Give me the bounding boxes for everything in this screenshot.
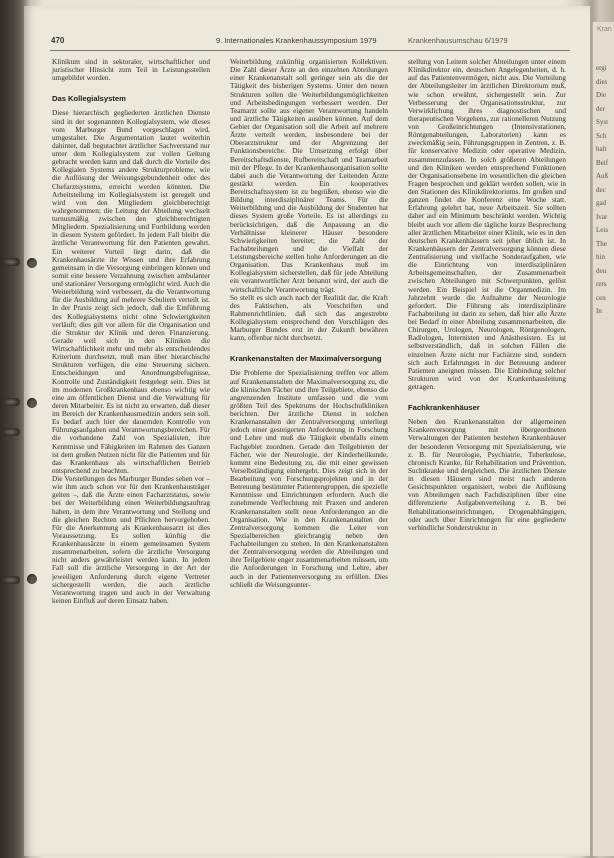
section-gap <box>52 82 210 94</box>
adjacent-page-line: dec <box>596 185 606 194</box>
adjacent-page-line: Sch <box>596 131 607 140</box>
section-heading: Das Kollegialsystem <box>52 94 126 104</box>
adjacent-page-line: hin <box>596 253 605 261</box>
adjacent-page-line: Beif <box>596 158 609 167</box>
binder-ring <box>2 576 20 584</box>
adjacent-page-line: The <box>596 239 607 248</box>
section-gap <box>230 342 388 354</box>
running-header <box>24 36 590 48</box>
adjacent-page-line: Syst <box>596 118 609 126</box>
text-column-right <box>408 58 566 532</box>
page-number: 470 <box>51 36 65 45</box>
binder-ring <box>2 428 20 436</box>
paragraph: Die Probleme der Spezialisierung treffen vor allem auf Krankenanstalten der Maximalversorgung zu, die die klinischen Fächer und ihre Teilgebiete, ebenso die angrenzenden Institute umfassen und die vom größten Teil des Spektrums der Hochschulkliniken berichten. Der ärztliche Dienst in solchen Krankenanstalten der Zentralversorgung unterliegt jedoch einer gesteigerten Anforderung in Forschung und Lehre und muß die Tätigkeit ebenfalls einem Fachgebiet zuordnen. Gerade den Teilgebieten der Fächer, wie der Neurologie, der Kinderheilkunde, kommt eine Bedeutung zu, die mit einer gewissen Verselbständigung einhergeht. Dies zeigt sich in der Bearbeitung von Forschungsprojekten und in der Betreuung bestimmter Patientengruppen, die spezielle Kenntnisse und Einrichtungen erfordern. Auch die zunehmende Verflechtung mit Praxen und anderen Krankenanstalten stellt neue Anforderungen an die Organisation. Wie in den Krankenanstalten der Zentralversorgung kommen die Leiter von Spezialbereichen gleichrangig neben den Fachabteilungen zu stehen. In den Krankenanstalten der Zentralversorgung werden die Abteilungen und ihre Teilgebiete enger zusammenarbeiten müssen, um die Anforderungen in Forschung und Lehre, aber auch in der Patientenversorgung zu erfüllen. Dies schließt die Weisungsunter- <box>230 368 388 589</box>
paragraph: Diese hierarchisch gegliederten ärztlichen Dienste sind in der sogenannten Kollegialsystem, wie dieses vom Marburger Bund vorgeschlagen wird, umgestaltet. Die Argumentation lautet weiterhin dahinter, daß begutachtet ärztlicher Sachverstand nur unter dem Kollegialsystem zur vollen Geltung gebracht werden kann und daß durch die Vorteile des Kollegialen Systems andere Strukturprobleme, wie die Auflösung der Weisungsgebundenheit oder des Chefarztsystems, erreicht werden könnten. Die Arbeitsteilung im Kollegialsystem ist geregelt und wird von den Mitgliedern gleichberechtigt wahrgenommen; die Leitung der Abteilung wechselt turnusmäßig zwischen den gleichberechtigten Mitgliedern. Spezialisierung und Fortbildung werden in diesem System gefördert. In jedem Fall bleibt die ärztliche Verantwortung für den Patienten gewahrt. Ein weiterer Vorteil liegt darin, daß die Krankenhausärzte ihr Wissen und ihre Erfahrung gemeinsam in die Versorgung einbringen können und somit eine bessere Verzahnung zwischen ambulanter und stationärer Versorgung ermöglicht wird. Auch die Weiterbildung wird verbessert, da die Verantwortung für die Ausbildung auf mehrere Schultern verteilt ist. In der Praxis zeigt sich jedoch, daß die Einführung des Kollegialsystems nicht ohne Schwierigkeiten verläuft; dies gilt vor allem für die Organisation und die Struktur der Klinik und deren Finanzierung. Gerade weil sich in den Kliniken die Wirtschaftlichkeit mehr und mehr als entscheidendes Kriterium durchsetzt, muß man über hierarchische Strukturen verfügen, die eine Steuerung sichern. Entscheidungen und Anordnungsbefugnisse, Kontrolle und Zuständigkeit festgelegt sein. Dies ist im modernen Großkrankenhaus ebenso wichtig wie eine am öffentlichen Dienst und die Verwaltung für deren Mitarbeiter. Es ist nicht zu erwarten, daß dieser im Bereich der Krankenhausmedizin anders sein soll. Es bedarf auch hier der dauernden Kontrolle von Führungsaufgaben und Verantwortungsbereichen. Für die vorhandene Zahl von Spezialisten, ihre Kenntnisse und Fähigkeiten im Rahmen des Ganzen ist dem großen Nutzen nicht für die Patienten und für das Krankenhaus als wirtschaftlichen Betrieb entsprechend zu beachten. <box>52 108 210 475</box>
journal-issue-title: 9. Internationales Krankenhaussymposium 1979 <box>216 36 377 45</box>
adjacent-page-text <box>593 63 614 318</box>
paragraph: So stellt es sich auch nach der Realität dar, die Kraft des Faktischen, als Vorschriften und Rahmenrichtlinien, daß sich das angestrebte Kollegialsystem entsprechend den Vorschlägen des Marburger Bundes erst in der Zukunft bewähren kann, offenbar nicht durchsetzt. <box>230 292 388 343</box>
adjacent-page-line: rers <box>596 280 607 288</box>
paragraph: Weiterbildung zukünftig organisierten Kollektiven. Die Zahl dieser Ärzte an den einzelnen Abteilungen einer Krankenanstalt soll geringer sein als die der Tätigkeit des bisherigen Systems. Unter den neuen Strukturen sollen die Weiterbildungsmöglichkeiten und Arbeitsbedingungen verbessert werden. Der Teamarzt sollte aus eigener Verantwortung handeln und ärztliche Tätigkeiten ausüben können. Auf dem Gebiet der Organisation soll die Arbeit auf mehrere Ärzte verteilt werden, insbesondere bei der Oberarztstruktur und der Abgrenzung der Funktionsbereiche. Die Umsetzung erfolgt über Bereitschaftsdienste, Rufbereitschaft und Teamarbeit mit der Pflege. In der Krankenhausorganisation sollte dabei auch die Verantwortung der Leitenden Ärzte gestärkt werden. Ein kooperatives Bereitschaftssystem ist zu begrüßen, ebenso wie die Bildung interdisziplinärer Teams. Für die Weiterbildung und die Ausbildung der Studenten hat dieses System große Vorteile. Es ist allerdings zu berücksichtigen, daß die Anpassung an die Verhältnisse kleinerer Häuser besondere Schwierigkeiten bereitet; die Zahl der Fachabteilungen und die Vielfalt der Leistungsbereiche stellen hohe Anforderungen an die Organisation. Das Krankenhaus muß im Kollegialsystem sicherstellen, daß für jede Abteilung ein verantwortlicher Arzt benannt wird, der auch die wirtschaftliche Verantwortung trägt. <box>230 57 388 294</box>
adjacent-page-header: Kran <box>597 26 612 33</box>
punch-hole <box>27 258 37 268</box>
adjacent-page-line: In <box>596 307 602 315</box>
header-rule <box>50 50 570 51</box>
paragraph: Neben den Krankenanstalten der allgemeinen Krankenversorgung mit übergeordneten Verwaltungen der Patienten bestehen Krankenhäuser der besonderen Versorgung mit Spezialisierung, wie z. B. für Neurologie, Psychiatrie, Tuberkulose, chronisch Kranke, für Rehabilitation und Prävention, Suchtkranke und dergleichen. Die ärztlichen Dienste in diesen Häusern sind meist nach anderen Gesichtspunkten organisiert, wobei die Auflösung von Abteilungen nach Fachdisziplinen über eine differenzierte Aufgabenverteilung z. B. bei Rehabilitationseinrichtungen, Drogenabhängigen, oder auch über Einrichtungen für eine gegliederte verbindliche Sonderstruktur in <box>408 417 566 532</box>
punch-hole <box>27 398 37 408</box>
paragraph: stellung von Leitern solcher Abteilungen unter einem Klinikdirektor ein, deutschen Angelegenheiten, d. h. auf das Patientenvermögen, nicht aus. Die Vorteilung der Abteilungsleiter im ärztlichen Direktorium muß, wie schon erwähnt, sichergestellt sein. Zur Verbesserung der Organisationsstruktur, zur Verwirklichung ihres diagnostischen und therapeutischen Vorgehens, zur rationelleren Nutzung von Großeinrichtungen (Intensivstationen, Röntgenabteilungen, Laboratorien) kann es zweckmäßig sein, Führungsgruppen in Zentren, z. B. für konservative Medizin oder operative Medizin, zusammenzufassen. In solch größeren Abteilungen und den Kliniken werden entsprechend Funktionen der Organisationsebene im wesentlichen die gleichen Fragen besprochen und geklärt werden sollen, wie in den Stationen des Klinikdirektoriums. Im großen und ganzen findet die Konferenz eine Woche statt. Erfahrung gelehrt hat, neue Arbeitszeit. Sie sollten daher auf ein Minimum beschränkt werden. Wichtig bleibt auch vor allem die tägliche kurze Besprechung aller ärztlichen Mitarbeiter einer Klinik, wie es in den deutschen Krankenhäusern seit jeher üblich ist. In Krankenhäusern der Zentralversorgung können diese Zentralisierung und vielfache Sonderaufgaben, wie die Einrichtung von interdisziplinären Arbeitsgemeinschaften, der Zusammenarbeit zwischen Abteilungen mit Schwerpunkten, gelöst werden. Ein Beispiel ist die Organmedizin. Im Jahrzehnt wurde die Aufnahme der Neurologie gefordert. Die Führung als interdisziplinäre Fachabteilung ist darin zu sehen, daß hier alle Ärzte bei Bedarf in einer Abteilung zusammenarbeiten, die Chirurgen, Urologen, Neurologen, Röntgenologen, Radiologen, Internisten und Anästhesisten. Es ist selbstverständlich, daß in solchen Fällen die einzelnen Ärzte nicht nur Fachärzte sind, sondern sich auch Erfahrungen in der Betreuung anderer Patienten aneignen müssen. Die Einbindung solcher Strukturen wird von der Krankenhausleitung getragen. <box>408 57 566 391</box>
adjacent-page-line: gad <box>596 199 607 207</box>
section-heading: Fachkrankenhäuser <box>408 403 480 413</box>
binder-ring <box>2 258 20 266</box>
section-gap <box>408 391 566 403</box>
text-column-left <box>52 58 210 605</box>
section-heading: Krankenanstalten der Maximalversorgung <box>230 354 382 364</box>
journal-name: Krankenhausumschau 6/1979 <box>408 36 508 45</box>
adjacent-page-line: Ivar <box>596 212 608 221</box>
adjacent-page-line: halt <box>596 145 607 153</box>
adjacent-page-line: ergi <box>596 64 607 72</box>
document-page <box>24 6 590 856</box>
adjacent-page-line: Auß <box>596 172 609 180</box>
adjacent-page-line: cen <box>596 293 606 302</box>
punch-hole <box>27 574 37 584</box>
paragraph: Klinikum sind in sektoraler, wirtschaftlicher und juristischer Hinsicht zum Teil in Leistungsstellen umgebildet worden. <box>52 57 210 83</box>
adjacent-page-line: der <box>596 104 605 113</box>
text-column-middle <box>230 58 388 589</box>
adjacent-page-line: deu <box>596 266 607 275</box>
adjacent-page-line: Die <box>596 91 607 99</box>
binder-ring <box>2 398 20 406</box>
adjacent-page-edge <box>592 22 614 856</box>
adjacent-page-line: Leis <box>596 226 609 234</box>
adjacent-page-line: dies <box>596 77 608 86</box>
paragraph: Die Vorstellungen des Marburger Bundes sehen vor – wie ihm auch schon vor für den Krankenhausträger gelten –, daß die Ärzte einen Facharztstatus, sowie bei der Weiterbildung einen Weiterbildungsauftrag haben, in dem ihre Verantwortung und Stellung und die gleichen Rechten und Pflichten hervorgehoben. Für die Anerkennung als Krankenhausarzt ist dies Voraussetzung. Es sollen künftig die Krankenhausärzte in einem gemeinsamen System zusammenarbeiten, sofern die ärztliche Versorgung nicht anders gewährleistet werden kann. In jedem Fall soll die ärztliche Versorgung in der Art der jeweiligen Anforderung durch eigene Vertreter sichergestellt werden, die auch ärztliche Verantwortung tragen und auch in der Verwaltung keinen Einfluß auf deren Einsatz haben. <box>52 474 210 605</box>
